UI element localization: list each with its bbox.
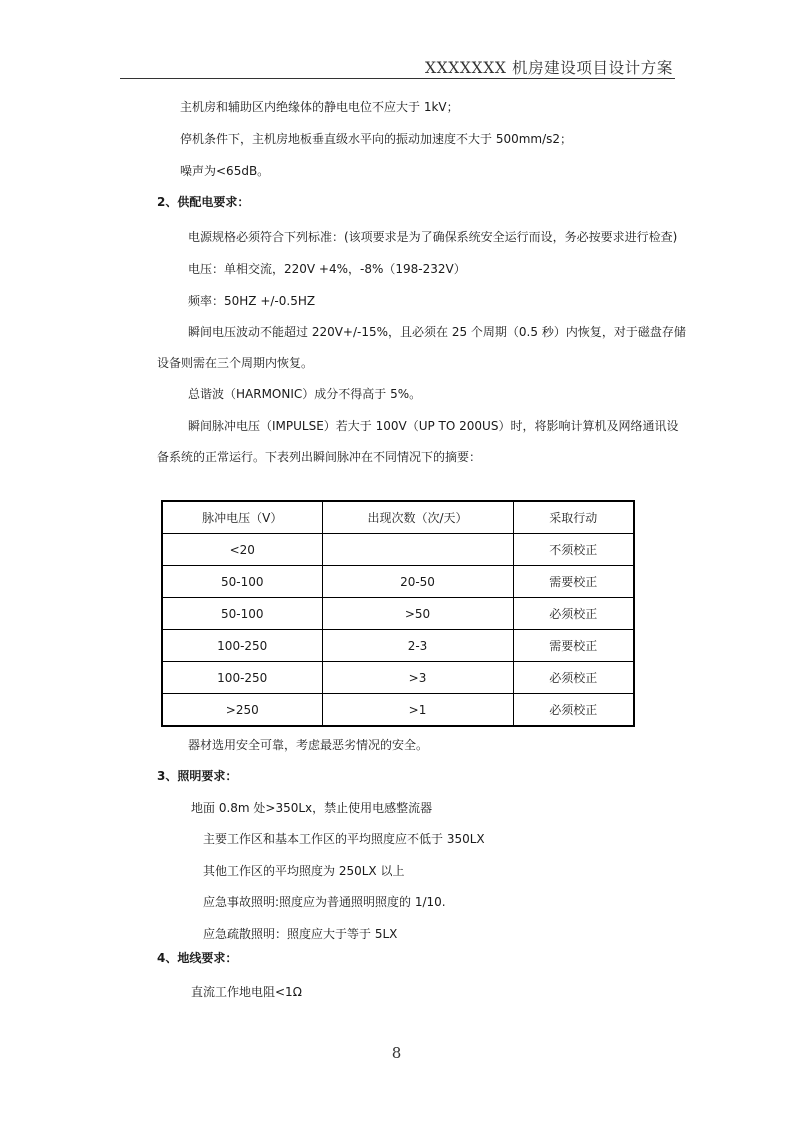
document-header-title: XXXXXXX 机房建设项目设计方案 [425, 59, 673, 77]
header-rule [120, 78, 675, 79]
text-line-harmonic: 总谐波（HARMONIC）成分不得高于 5%。 [188, 387, 422, 401]
table-cell: 需要校正 [513, 630, 634, 662]
text-line-floor-illuminance: 地面 0.8m 处>350Lx，禁止使用电感整流器 [191, 801, 433, 815]
text-line-impulse: 瞬间脉冲电压（IMPULSE）若大于 100V（UP TO 200US）时，将影响计算机及网络通讯设 [188, 419, 679, 433]
table-cell: 20-50 [322, 566, 513, 598]
text-line-static-potential: 主机房和辅助区内绝缘体的静电电位不应大于 1kV； [180, 100, 459, 114]
text-line-voltage: 电压：单相交流，220V +4%，-8%（198-232V） [188, 262, 466, 276]
text-line-equipment-safety: 器材选用安全可靠，考虑最恶劣情况的安全。 [188, 738, 429, 752]
table-cell: 50-100 [162, 598, 322, 630]
table-row [162, 566, 634, 598]
text-line-main-work-area: 主要工作区和基本工作区的平均照度应不低于 350LX [203, 832, 485, 846]
table-cell: 100-250 [162, 662, 322, 694]
table-header-cell: 脉冲电压（V） [162, 501, 322, 534]
table-cell: 100-250 [162, 630, 322, 662]
table-cell: 2-3 [322, 630, 513, 662]
table-cell: >50 [322, 598, 513, 630]
table-header-cell: 出现次数（次/天） [322, 501, 513, 534]
table-cell: >1 [322, 694, 513, 727]
text-line-evacuation-lighting: 应急疏散照明：照度应大于等于 5LX [203, 927, 398, 941]
text-line-emergency-lighting: 应急事故照明:照度应为普通照明照度的 1/10. [203, 895, 446, 909]
table-cell [322, 534, 513, 566]
table-cell: 不须校正 [513, 534, 634, 566]
table-cell: >250 [162, 694, 322, 727]
text-line-dc-ground-resistance: 直流工作地电阻<1Ω [191, 985, 302, 999]
text-line-other-work-area: 其他工作区的平均照度为 250LX 以上 [203, 864, 405, 878]
table-cell: 必须校正 [513, 598, 634, 630]
table-cell: 必须校正 [513, 694, 634, 727]
table-row [162, 598, 634, 630]
table-cell: <20 [162, 534, 322, 566]
table-row [162, 534, 634, 566]
section-heading-lighting: 3、照明要求： [157, 769, 238, 783]
text-line-voltage-fluctuation: 瞬间电压波动不能超过 220V+/-15%，且必须在 25 个周期（0.5 秒）内恢复，对于磁盘存储 [188, 325, 686, 339]
section-heading-power-supply: 2、供配电要求： [157, 195, 250, 209]
text-line-frequency: 频率：50HZ +/-0.5HZ [188, 294, 316, 308]
table-row [162, 662, 634, 694]
impulse-table [161, 500, 635, 727]
text-line-vibration: 停机条件下，主机房地板垂直级水平向的振动加速度不大于 500mm/s2； [180, 132, 573, 146]
table-cell: 必须校正 [513, 662, 634, 694]
text-line-noise: 噪声为<65dB。 [180, 164, 270, 178]
table-header-row [162, 501, 634, 534]
table-cell: >3 [322, 662, 513, 694]
table-row [162, 630, 634, 662]
table-row [162, 694, 634, 727]
text-line-table-intro: 备系统的正常运行。下表列出瞬间脉冲在不同情况下的摘要： [157, 450, 482, 464]
table-header-cell: 采取行动 [513, 501, 634, 534]
text-line-power-spec: 电源规格必须符合下列标准：(该项要求是为了确保系统安全运行而设，务必按要求进行检查) [188, 230, 678, 244]
page-number: 8 [391, 1044, 402, 1062]
table-cell: 50-100 [162, 566, 322, 598]
text-line-disk-recovery: 设备则需在三个周期内恢复。 [157, 356, 314, 370]
section-heading-grounding: 4、地线要求： [157, 951, 238, 965]
table-cell: 需要校正 [513, 566, 634, 598]
